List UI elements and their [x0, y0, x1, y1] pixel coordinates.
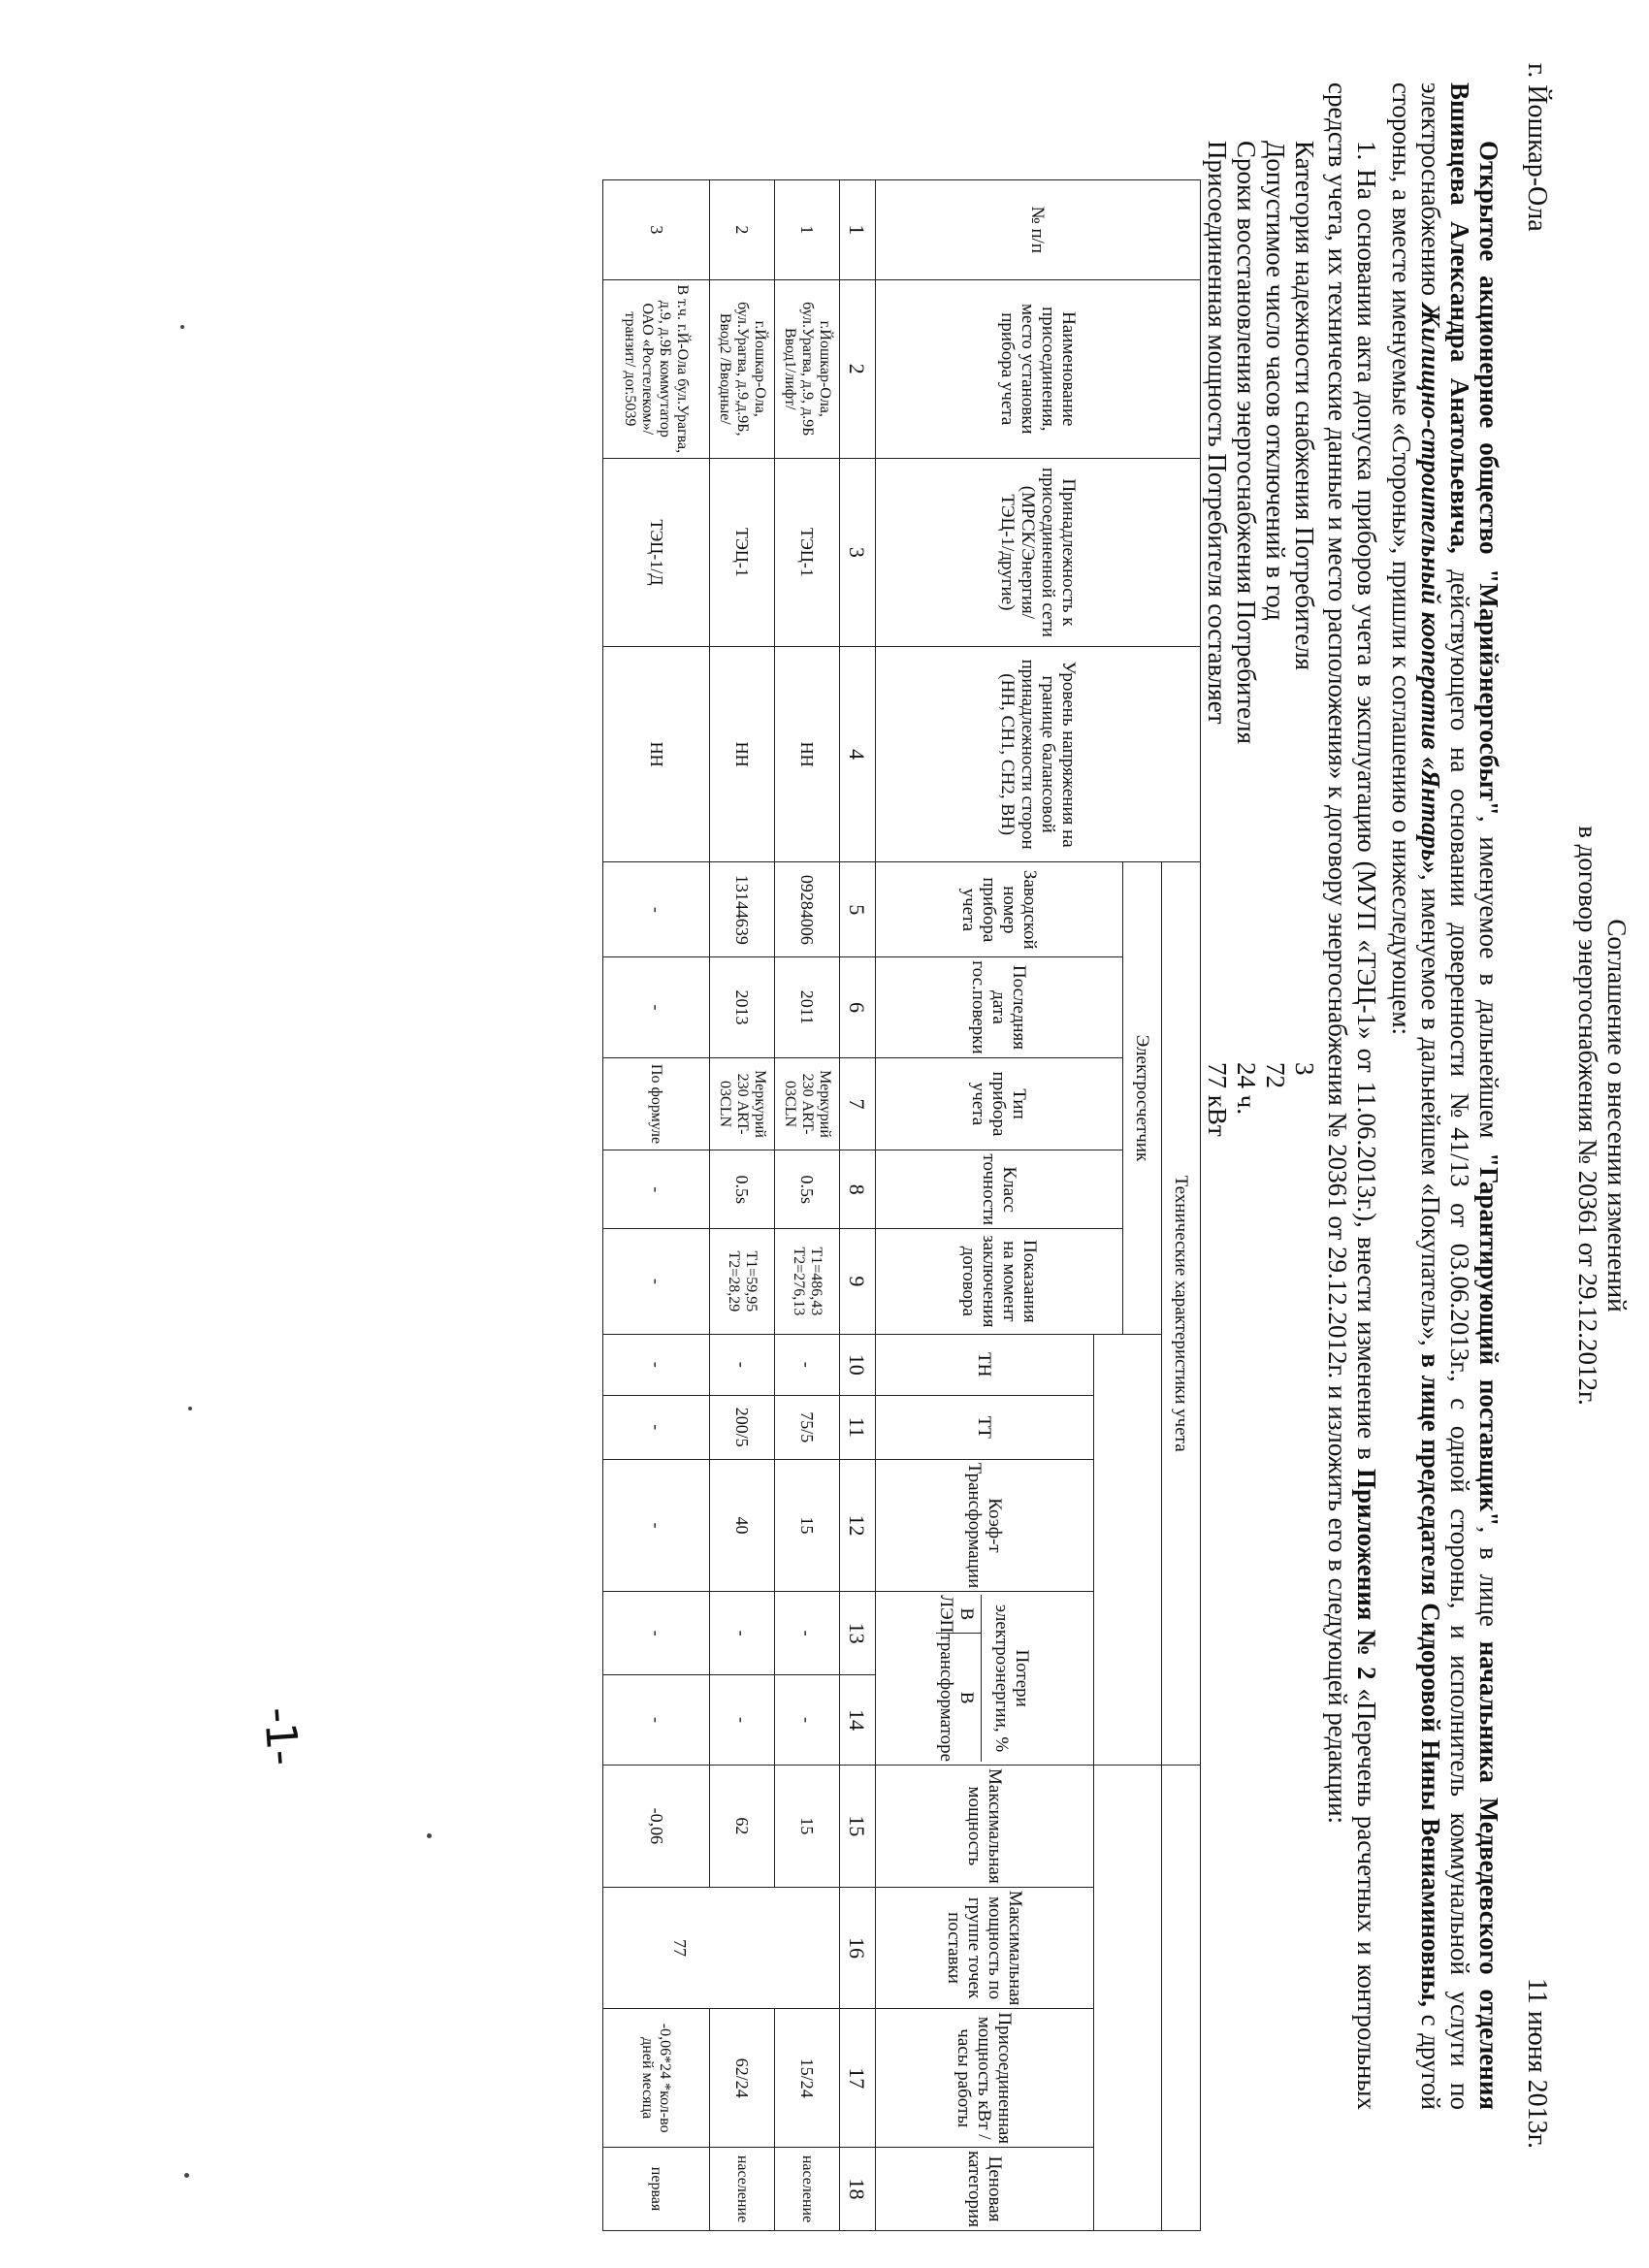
group-max-power: 77	[603, 1887, 840, 2009]
header-voltage: Уровень напряжения на границе балансовой принадлежности сторон (НН, СН1, СН2, ВН)	[876, 646, 1201, 861]
handwritten-page-number: -1-	[253, 1705, 308, 1767]
document-date: 11 июня 2013г.	[1522, 1977, 1552, 2149]
header-loss-line: В ЛЭП	[937, 1595, 982, 1634]
scan-speck	[427, 1833, 432, 1838]
header-verification: Последняя дата гос.поверки	[876, 957, 1123, 1057]
header-name: Наименование присоединения, место установки прибора учета	[876, 279, 1201, 458]
header-connected-power: Присоединенная мощность кВт /часы работы	[876, 2009, 1094, 2148]
header-num: № п/п	[876, 180, 1201, 280]
header-owner: Принадлежность к присоединенной сети (МРСК/Энергия/ ТЭЦ-1/другие)	[876, 458, 1201, 646]
metering-table	[602, 179, 1201, 2231]
header-meter: Электросчетчик	[1123, 862, 1162, 1334]
document-city: г. Йошкар-Ола	[1522, 63, 1552, 232]
header-reading: Показания на момент заключения договора	[876, 1229, 1123, 1335]
rotated-document-page: Соглашение о внесении изменений в договор энергоснабжения № 20361 от 29.12.2012г. г. Йошкар-Ола 11 июня 2013г. Открытое акционерное общество "Марийэнергосбыт", именуемое в дальнейшем "Гарантирующий поставщик", в лице начальника Медведевского отделения Вшивцева Александра Анатольевича, действующего на основании доверенности №41/13 от 03.06.2013г., с одной стороны, и исполнитель коммунальной услуги по электроснабжению Жилищно-строительный кооператив «Янтарь», именуемое в дальнейшем «Покупатель», в лице председателя Сидоровой Нины Вениаминовны, с другой стороны, а вместе именуемые «Стороны», пришли к соглашению о нижеследующем: 1. На основании акта допуска приборов учета в эксплуатацию (МУП «ТЭЦ-1» от 11.06.2013г.), внести изменение в Приложения № 2 «Перечень расчетных и контрольных средств учета, их технические данные и место расположения» к договору энергоснабжения № 20361 от 29.12.2012г. и изложить его в следующей редакции: Категория надежности снабжения Потребителя 3 Допустимое число часов отключений в год 72 Сроки восстановления энергоснабжения Потребителя 24 ч. Присоединенная мощность Потребителя составляет 77 кВт № п/п Наименование присоединения, место установки прибора учета Принадлежность к присоединенной сети (МРСК/Энергия/ ТЭЦ-1/другие) Уровень напряжения на границе балансовой принадлежности сторон (НН, СН1, СН2, ВН) Технические характеристики учета Электросчетчик Заводской номер прибора учета Последняя дата гос.поверки Тип прибора учета Класс точности Показания на момент заключения договора ТН ТТ Коэф-т Трансформации Потери электроэнергии, % В ЛЭП В трансформаторе Максимальная мощность Максимальная мощность по группе точек поставки Присоединенная мощность кВт /часы работы Ценовая категория 1 2 3 4 5 6 7 8 9 10 11 12 13 14 15 16 17 18 1 г.Йошкар-Ола, бул.Урагва, д.9, д.9Б Ввод1/лифт/ ТЭЦ-1 НН 09284006 2011 Меркурий 230 ART-03CLN 0.5s Т1=486,43 Т2=276,13 - 75/5 15 - - 15 77 15/24 население 2 г.Йошкар-Ола, бул.Урагва, д.9,д.9Б, Ввод2 /Вводные/ ТЭЦ-1 НН 13144639 2013 Меркурий 230 ART-03CLN 0.5s Т1=59,95 Т2=28,29 - 200/5 40 - - 62 62/24 население 3 В т.ч. г.Й-Ола бул.Урагва, д.9, д.9Б коммутатор ОАО «Ростелеком»/транзит/ дог.5039 ТЭЦ-1/Д НН - - По формуле - - - - - - - -0,06 -0,06*24 *кол-во дней месяца первая -1-	[39, 0, 1649, 2231]
document-title-line1: Соглашение о внесении изменений	[1602, 919, 1632, 1312]
header-loss-transformer: В трансформаторе	[936, 1634, 978, 1763]
header-tt: ТТ	[876, 1395, 1094, 1459]
table-header-row	[1162, 180, 1201, 2231]
header-price-category: Ценовая категория	[876, 2148, 1094, 2231]
column-number-row: 1 2 3 4 5 6 7 8 9 10 11 12 13 14 15 16 17 18	[840, 180, 876, 2231]
document-title-line2: в договор энергоснабжения № 20361 от 29.12.2012г.	[1573, 826, 1602, 1406]
header-tech: Технические характеристики учета	[1162, 862, 1201, 1766]
header-max-power: Максимальная мощность	[876, 1766, 1094, 1888]
header-tn: ТН	[876, 1334, 1094, 1395]
table-row: 2 г.Йошкар-Ола, бул.Урагва, д.9,д.9Б, Ввод2 /Вводные/ ТЭЦ-1 НН 13144639 2013 Меркурий 230 ART-03CLN 0.5s Т1=59,95 Т2=28,29 - 200/5 40 - - 62 62/24 население	[710, 180, 775, 2231]
table-row: 3 В т.ч. г.Й-Ола бул.Урагва, д.9, д.9Б коммутатор ОАО «Ростелеком»/транзит/ дог.5039 ТЭЦ-1/Д НН - - По формуле - - - - - - - -0,06 -0,06*24 *кол-во дней месяца первая	[603, 180, 710, 2231]
header-type: Тип прибора учета	[876, 1057, 1123, 1150]
scan-speck	[180, 325, 184, 329]
clause-1-paragraph: 1. На основании акта допуска приборов учета в эксплуатацию (МУП «ТЭЦ-1» от 11.06.2013г.), внести изменение в Приложения № 2 «Перечень расчетных и контрольных средств учета, их технические данные и место расположения» к договору энергоснабжения № 20361 от 29.12.2012г. и изложить его в следующей редакции:	[1323, 82, 1381, 2111]
table-row: 1 г.Йошкар-Ола, бул.Урагва, д.9, д.9Б Ввод1/лифт/ ТЭЦ-1 НН 09284006 2011 Меркурий 230 ART-03CLN 0.5s Т1=486,43 Т2=276,13 - 75/5 15 - - 15 77 15/24 население	[775, 180, 840, 2231]
header-class: Класс точности	[876, 1150, 1123, 1229]
scan-speck	[184, 2173, 189, 2178]
header-coefficient: Коэф-т Трансформации	[876, 1459, 1094, 1592]
header-losses: Потери электроэнергии, % В ЛЭП В трансформаторе	[876, 1592, 1094, 1766]
agreement-text	[1317, 82, 1504, 2110]
parties-paragraph: Открытое акционерное общество "Марийэнергосбыт", именуемое в дальнейшем "Гарантирующий поставщик", в лице начальника Медведевского отделения Вшивцева Александра Анатольевича, действующего на основании доверенности №41/13 от 03.06.2013г., с одной стороны, и исполнитель коммунальной услуги по электроснабжению Жилищно-строительный кооператив «Янтарь», именуемое в дальнейшем «Покупатель», в лице председателя Сидоровой Нины Вениаминовны, с другой стороны, а вместе именуемые «Стороны», пришли к соглашению о нижеследующем:	[1387, 82, 1504, 2111]
header-serial: Заводской номер прибора учета	[876, 862, 1123, 957]
header-blank	[1094, 1766, 1162, 2231]
header-spacer	[1162, 1766, 1201, 2231]
scan-speck	[188, 1407, 192, 1410]
header-max-power-group: Максимальная мощность по группе точек поставки	[876, 1887, 1094, 2009]
header-tech-blank	[1094, 1334, 1162, 1765]
